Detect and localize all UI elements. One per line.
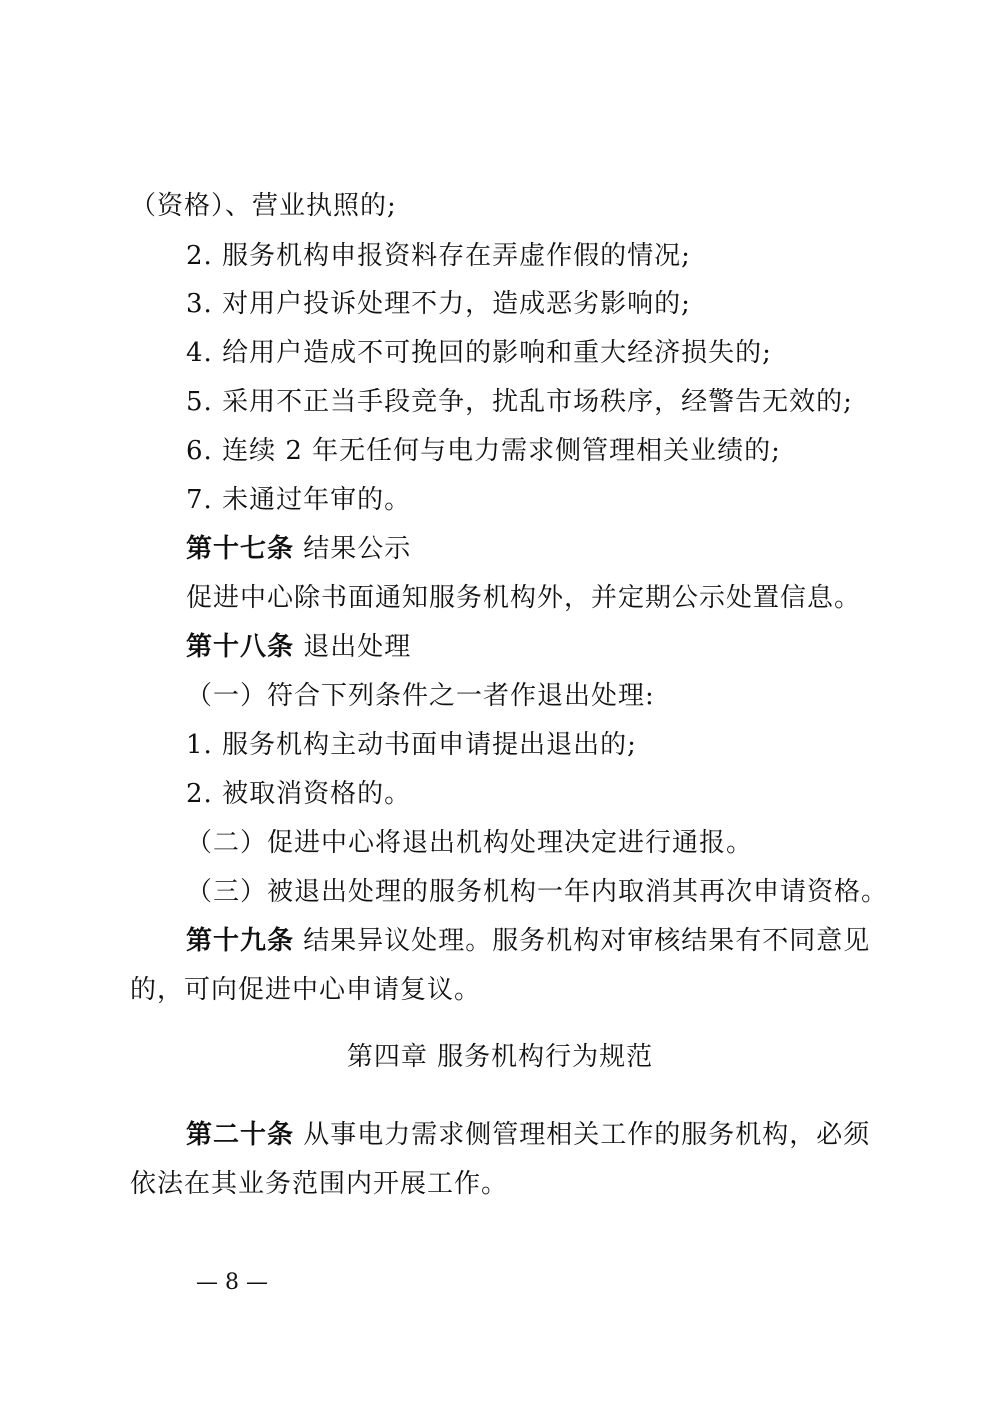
article-number: 第十九条: [186, 926, 295, 956]
line-text: 促进中心除书面通知服务机构外，并定期公示处置信息。: [186, 583, 862, 613]
line-text: （一）符合下列条件之一者作退出处理:: [186, 681, 655, 711]
list-item-7: [186, 480, 1000, 520]
article-17-body: [186, 578, 1000, 618]
list-item-2: [186, 236, 1000, 276]
article-number: 第十七条: [186, 534, 295, 564]
line-text: 4. 给用户造成不可挽回的影响和重大经济损失的;: [186, 338, 772, 368]
list-item-3: [186, 284, 1000, 324]
article-18-heading: [186, 627, 1000, 667]
article-17-heading: [186, 529, 1000, 569]
line-text: （三）被退出处理的服务机构一年内取消其再次申请资格。: [186, 877, 889, 907]
line-text: （资格）、营业执照的;: [130, 191, 397, 221]
line-text: 结果异议处理。服务机构对审核结果有不同意见: [303, 926, 871, 956]
article-18-sub2: [186, 823, 1000, 863]
line-text: 2. 服务机构申报资料存在弄虚作假的情况;: [186, 241, 691, 271]
list-item-6: [186, 431, 1000, 471]
line-text: 6. 连续 2 年无任何与电力需求侧管理相关业绩的;: [186, 436, 781, 466]
article-number: 第十八条: [186, 632, 295, 662]
line-text: 5. 采用不正当手段竞争，扰乱市场秩序，经警告无效的;: [186, 387, 853, 417]
line-text: 7. 未通过年审的。: [186, 485, 412, 515]
line-text: 的，可向促进中心申请复议。: [130, 975, 482, 1005]
article-title: 退出处理: [303, 632, 412, 662]
article-number: 第二十条: [186, 1120, 295, 1150]
article-18-item2: [186, 774, 1000, 814]
list-item-5: [186, 382, 1000, 422]
chapter-title: 第四章 服务机构行为规范: [346, 1042, 654, 1072]
page-number: — 8 —: [196, 1270, 268, 1295]
article-20-line1: [186, 1115, 1000, 1155]
line-text: （二）促进中心将退出机构处理决定进行通报。: [186, 828, 754, 858]
line-text: 3. 对用户投诉处理不力，造成恶劣影响的;: [186, 289, 691, 319]
line-text: 依法在其业务范围内开展工作。: [130, 1169, 509, 1199]
article-19-line1: [186, 921, 1000, 961]
line-text: 2. 被取消资格的。: [186, 779, 412, 809]
list-item-4: [186, 333, 1000, 373]
text-line-continuation: [130, 186, 1000, 226]
line-text: 1. 服务机构主动书面申请提出退出的;: [186, 730, 637, 760]
line-text: 从事电力需求侧管理相关工作的服务机构，必须: [303, 1120, 871, 1150]
article-18-sub1: [186, 676, 1000, 716]
article-20-line2: [130, 1164, 1000, 1204]
article-18-sub3: [186, 872, 1000, 912]
article-18-item1: [186, 725, 1000, 765]
article-19-line2: [130, 970, 1000, 1010]
article-title: 结果公示: [303, 534, 412, 564]
